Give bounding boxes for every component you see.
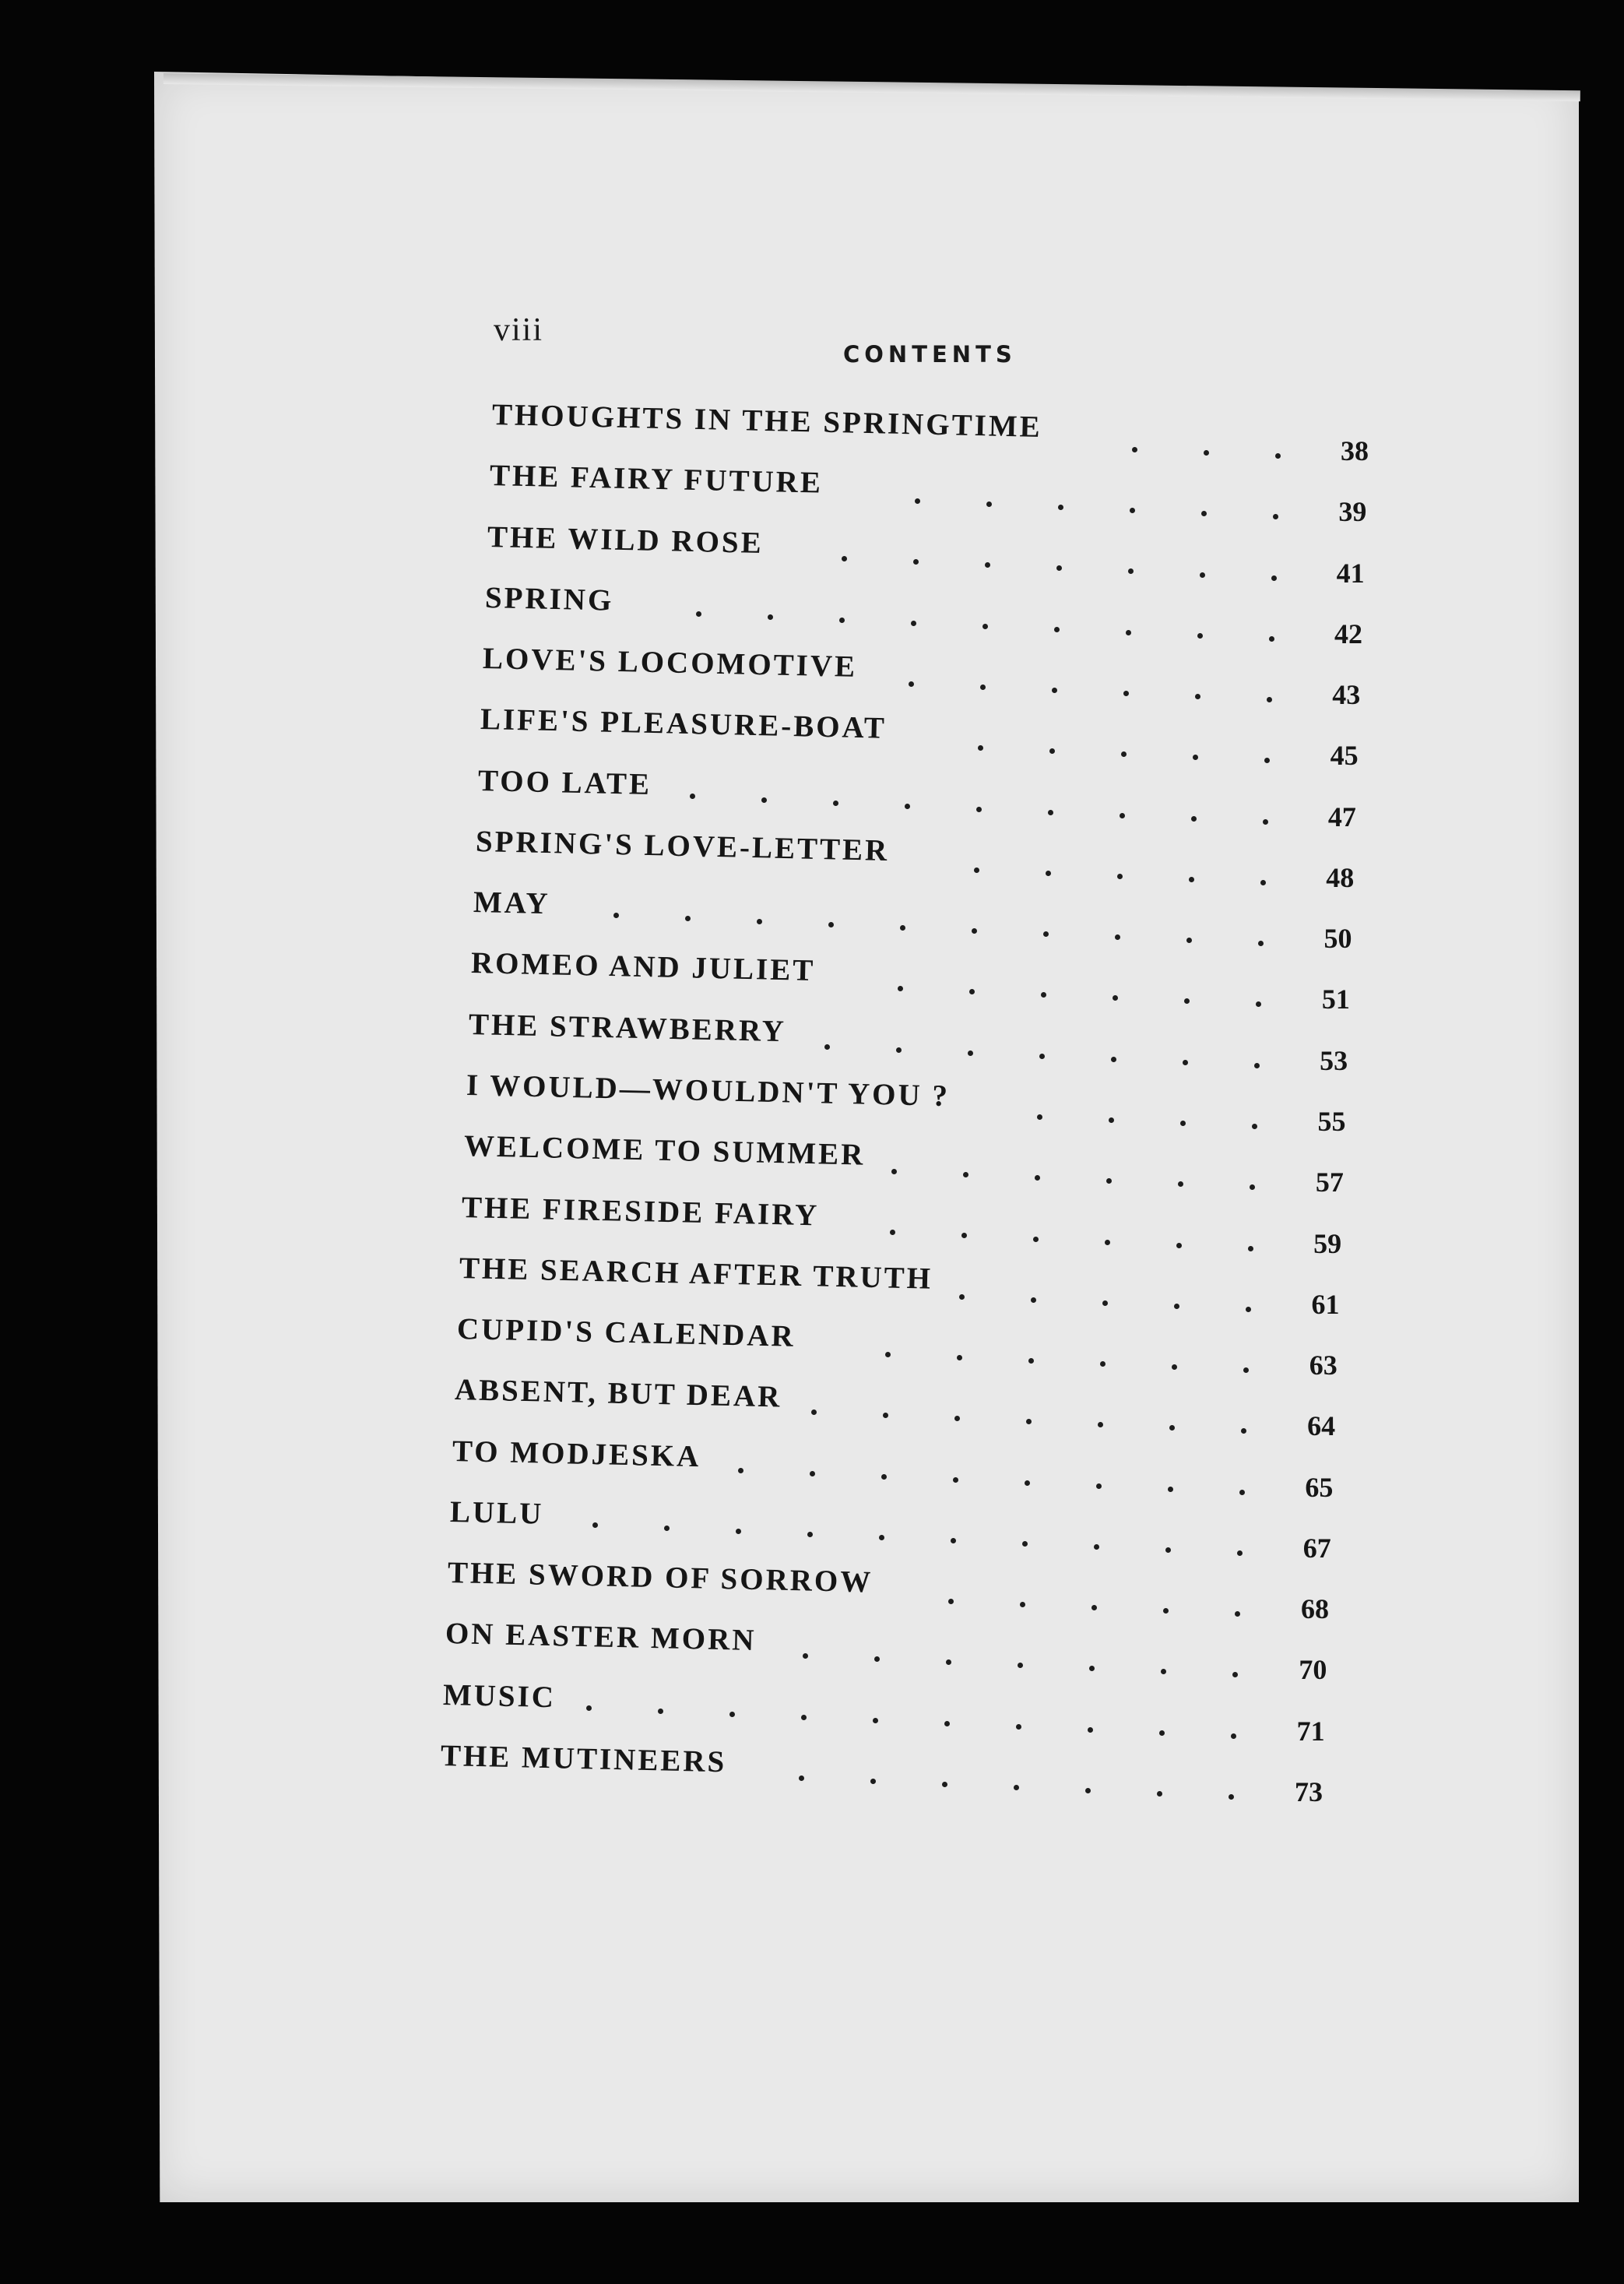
leader-dot (1109, 1117, 1114, 1123)
dot-leader (478, 785, 1263, 808)
leader-dot (911, 621, 916, 626)
leader-dot (1235, 1611, 1240, 1617)
leader-dot (944, 1721, 950, 1726)
leader-dot (768, 614, 773, 620)
leader-dot (1111, 1057, 1116, 1062)
leader-dot (1239, 1490, 1245, 1495)
leader-dot (972, 928, 977, 934)
dot-leader (466, 1089, 1252, 1113)
leader-dot (1232, 1672, 1238, 1677)
dot-leader (483, 663, 1267, 686)
leader-dot (885, 1352, 891, 1357)
leader-dot (1094, 1544, 1099, 1550)
leader-dot (968, 1050, 973, 1056)
leader-dot (1269, 636, 1274, 642)
dot-leader (462, 1212, 1248, 1235)
leader-dot (1128, 568, 1134, 574)
leader-dot (961, 1233, 967, 1238)
toc-entry-page-number: 67 (1302, 1532, 1331, 1564)
leader-dot (963, 1172, 968, 1177)
leader-dot (978, 745, 983, 751)
leader-dot (807, 1532, 813, 1537)
toc-entry-page-number: 45 (1330, 740, 1359, 772)
leader-dot (957, 1355, 962, 1360)
leader-dot (1020, 1602, 1025, 1607)
leader-dot (1264, 758, 1270, 763)
leader-dot (1273, 514, 1278, 519)
leader-dot (1105, 1240, 1110, 1245)
toc-entry-title: THE STRAWBERRY (468, 1007, 787, 1048)
toc-entry-page-number: 65 (1305, 1471, 1334, 1503)
leader-dot (842, 556, 847, 561)
leader-dot (976, 807, 982, 812)
dot-leader (464, 1150, 1250, 1174)
leader-dot (1159, 1730, 1165, 1736)
leader-dot (974, 867, 979, 873)
leader-dot (1054, 627, 1060, 632)
toc-entry-page-number: 70 (1299, 1654, 1327, 1686)
leader-dot (1120, 813, 1125, 818)
toc-entry-page-number: 41 (1336, 557, 1365, 589)
leader-dot (913, 559, 919, 565)
leader-dot (980, 684, 986, 690)
leader-dot (1201, 511, 1207, 516)
leader-dot (883, 1413, 888, 1418)
dot-leader (473, 906, 1258, 930)
leader-dot (1100, 1361, 1106, 1367)
leader-dot (1246, 1307, 1251, 1312)
toc-entry-title: CUPID'S CALENDAR (456, 1312, 796, 1353)
toc-entry-page-number: 50 (1323, 923, 1352, 955)
toc-entry-page-number: 68 (1301, 1593, 1330, 1625)
leader-dot (738, 1468, 743, 1473)
leader-dot (1200, 572, 1205, 578)
toc-entry-title: TO MODJESKA (452, 1434, 701, 1473)
leader-dot (1106, 1178, 1112, 1184)
dot-leader (469, 1029, 1254, 1052)
leader-dot (1243, 1367, 1249, 1373)
leader-dot (1271, 575, 1277, 581)
toc-entry-title: I WOULD—WOULDN'T YOU ? (466, 1068, 951, 1114)
leader-dot (1174, 1304, 1179, 1309)
leader-dot (1169, 1425, 1175, 1431)
leader-dot (1052, 688, 1057, 693)
leader-dot (946, 1659, 951, 1665)
leader-dot (1033, 1237, 1039, 1242)
dot-leader (490, 480, 1273, 503)
leader-dot (1165, 1547, 1171, 1553)
leader-dot (1176, 1243, 1182, 1248)
leader-dot (1186, 938, 1192, 943)
leader-dot (761, 797, 767, 803)
dot-leader (492, 419, 1275, 442)
toc-entry-title: WELCOME TO SUMMER (463, 1129, 866, 1172)
leader-dot (1025, 1480, 1030, 1486)
toc-entry-page-number: 73 (1295, 1776, 1323, 1807)
dot-leader (452, 1455, 1239, 1479)
dot-leader (485, 602, 1269, 625)
leader-dot (592, 1522, 598, 1528)
leader-dot (873, 1718, 878, 1723)
leader-dot (1229, 1794, 1234, 1800)
leader-dot (1039, 1054, 1045, 1059)
leader-dot (1258, 941, 1264, 946)
leader-dot (824, 1044, 830, 1050)
leader-dot (833, 801, 838, 806)
leader-dot (1096, 1483, 1102, 1489)
toc-entry-page-number: 57 (1315, 1167, 1344, 1198)
toc-entry-page-number: 53 (1320, 1044, 1348, 1076)
toc-entry-title: THE FIRESIDE FAIRY (461, 1190, 820, 1232)
leader-dot (1130, 508, 1135, 513)
toc-entry-title: SPRING (484, 580, 614, 618)
leader-dot (969, 989, 975, 994)
leader-dot (658, 1709, 663, 1714)
dot-leader (443, 1699, 1231, 1723)
leader-dot (1248, 1246, 1253, 1251)
leader-dot (1172, 1364, 1177, 1370)
leader-dot (1117, 874, 1123, 879)
leader-dot (729, 1712, 735, 1717)
toc-entry-title: LULU (449, 1494, 544, 1531)
leader-dot (1037, 1114, 1042, 1120)
leader-dot (1254, 1063, 1260, 1068)
leader-dot (1088, 1727, 1093, 1733)
leader-dot (954, 1416, 960, 1421)
leader-dot (1191, 816, 1197, 822)
toc-entry-title: THE WILD ROSE (487, 519, 765, 560)
leader-dot (1168, 1487, 1173, 1492)
toc-entry-title: THOUGHTS IN THE SPRINGTIME (491, 398, 1043, 445)
toc-entry-title: LIFE'S PLEASURE-BOAT (480, 702, 888, 746)
leader-dot (890, 1230, 895, 1235)
toc-entry-page-number: 61 (1311, 1288, 1340, 1320)
leader-dot (1113, 995, 1118, 1001)
leader-dot (664, 1526, 670, 1531)
toc-entry-page-number: 71 (1296, 1715, 1325, 1747)
leader-dot (951, 1538, 956, 1543)
leader-dot (881, 1474, 887, 1480)
leader-dot (870, 1779, 876, 1784)
leader-dot (1275, 453, 1281, 459)
leader-dot (874, 1656, 880, 1662)
toc-entry-page-number: 42 (1334, 618, 1362, 649)
leader-dot (1256, 1001, 1261, 1007)
toc-entry-title: LOVE'S LOCOMOTIVE (482, 642, 858, 684)
leader-dot (613, 913, 619, 918)
toc-entry-title: THE MUTINEERS (440, 1739, 727, 1779)
toc-entry-title: MUSIC (442, 1677, 557, 1715)
leader-dot (1102, 1300, 1108, 1306)
toc-entry-title: TOO LATE (477, 763, 652, 801)
dot-leader (487, 541, 1271, 565)
toc-entry-page-number: 48 (1326, 861, 1355, 893)
toc-entry-page-number: 43 (1332, 679, 1361, 711)
leader-dot (942, 1782, 947, 1787)
dot-leader (448, 1577, 1235, 1600)
dot-leader (457, 1333, 1243, 1357)
toc-entry-title: THE SEARCH AFTER TRUTH (459, 1251, 933, 1296)
leader-dot (685, 916, 691, 921)
toc-entry-title: THE FAIRY FUTURE (489, 459, 824, 500)
leader-dot (1183, 1060, 1188, 1065)
toc-entry-page-number: 63 (1309, 1350, 1338, 1381)
leader-dot (1022, 1541, 1028, 1547)
leader-dot (1250, 1184, 1255, 1190)
leader-dot (828, 922, 834, 927)
toc-entry-title: THE SWORD OF SORROW (447, 1556, 874, 1600)
toc-entry-page-number: 51 (1321, 984, 1350, 1015)
leader-dot (757, 919, 762, 924)
leader-dot (1049, 748, 1055, 754)
leader-dot (1178, 1181, 1183, 1187)
leader-dot (915, 498, 920, 504)
toc-entry-title: MAY (473, 885, 551, 921)
leader-dot (1231, 1733, 1236, 1739)
leader-dot (839, 618, 845, 623)
leader-dot (1018, 1663, 1023, 1668)
leader-dot (736, 1529, 741, 1534)
leader-dot (1237, 1550, 1243, 1556)
leader-dot (1123, 691, 1129, 696)
leader-dot (1161, 1669, 1166, 1674)
leader-dot (1085, 1788, 1091, 1793)
dot-leader (459, 1272, 1246, 1296)
toc-entry-page-number: 64 (1307, 1410, 1336, 1442)
leader-dot (1263, 819, 1268, 825)
toc-entry-title: ABSENT, BUT DEAR (454, 1373, 782, 1414)
toc-entry-title: SPRING'S LOVE-LETTER (475, 824, 890, 867)
leader-dot (1089, 1666, 1095, 1671)
toc-entry-page-number: 39 (1338, 496, 1367, 528)
leader-dot (959, 1294, 965, 1300)
dot-leader (441, 1760, 1229, 1783)
leader-dot (1026, 1419, 1032, 1424)
leader-dot (1204, 450, 1209, 456)
leader-dot (1132, 447, 1137, 452)
leader-dot (879, 1535, 884, 1540)
leader-dot (1157, 1791, 1162, 1797)
leader-dot (891, 1169, 897, 1174)
leader-dot (948, 1599, 954, 1604)
leader-dot (1189, 877, 1194, 882)
toc-entry-page-number: 55 (1317, 1106, 1346, 1137)
leader-dot (696, 611, 701, 617)
toc-entry-title: ROMEO AND JULIET (470, 946, 816, 988)
leader-dot (1043, 931, 1049, 937)
leader-dot (1184, 998, 1190, 1004)
leader-dot (1180, 1121, 1186, 1126)
leader-dot (1091, 1605, 1097, 1610)
leader-dot (1197, 633, 1203, 639)
leader-dot (1163, 1608, 1169, 1614)
leader-dot (905, 804, 910, 809)
leader-dot (1035, 1175, 1040, 1181)
dot-leader (480, 723, 1264, 747)
leader-dot (1014, 1785, 1019, 1790)
leader-dot (1252, 1124, 1257, 1129)
leader-dot (810, 1471, 815, 1476)
leader-dot (985, 562, 990, 568)
leader-dot (803, 1653, 808, 1659)
dot-leader (445, 1638, 1232, 1661)
leader-dot (900, 925, 905, 931)
leader-dot (986, 501, 992, 507)
leader-dot (896, 1047, 902, 1053)
leader-dot (898, 986, 903, 991)
leader-dot (1126, 630, 1131, 635)
leader-dot (1115, 934, 1120, 940)
toc-entry-title: ON EASTER MORN (445, 1617, 757, 1658)
leader-dot (1048, 810, 1053, 815)
leader-dot (1016, 1724, 1021, 1730)
running-head: CONTENTS (843, 341, 1017, 368)
dot-leader (471, 967, 1256, 991)
leader-dot (811, 1409, 817, 1415)
leader-dot (982, 624, 988, 629)
leader-dot (1195, 694, 1200, 699)
leader-dot (799, 1775, 804, 1781)
leader-dot (1260, 880, 1266, 885)
leader-dot (1121, 751, 1127, 757)
dot-leader (450, 1516, 1237, 1540)
leader-dot (1056, 565, 1062, 571)
leader-dot (1193, 755, 1198, 760)
leader-dot (1028, 1358, 1034, 1364)
leader-dot (586, 1705, 592, 1711)
leader-dot (1046, 871, 1051, 876)
leader-dot (690, 794, 695, 799)
toc-entry-page-number: 59 (1313, 1227, 1342, 1259)
leader-dot (909, 681, 914, 687)
dot-leader (476, 846, 1260, 869)
toc-entry-page-number: 47 (1327, 801, 1356, 832)
leader-dot (1098, 1422, 1103, 1427)
leader-dot (1241, 1428, 1246, 1434)
toc-entry-page-number: 38 (1341, 435, 1369, 466)
leader-dot (953, 1477, 958, 1483)
leader-dot (801, 1715, 807, 1720)
leader-dot (1267, 697, 1272, 702)
page-folio: viii (494, 312, 544, 348)
leader-dot (1031, 1297, 1036, 1303)
leader-dot (1058, 505, 1063, 510)
dot-leader (455, 1394, 1241, 1417)
leader-dot (1041, 992, 1046, 998)
